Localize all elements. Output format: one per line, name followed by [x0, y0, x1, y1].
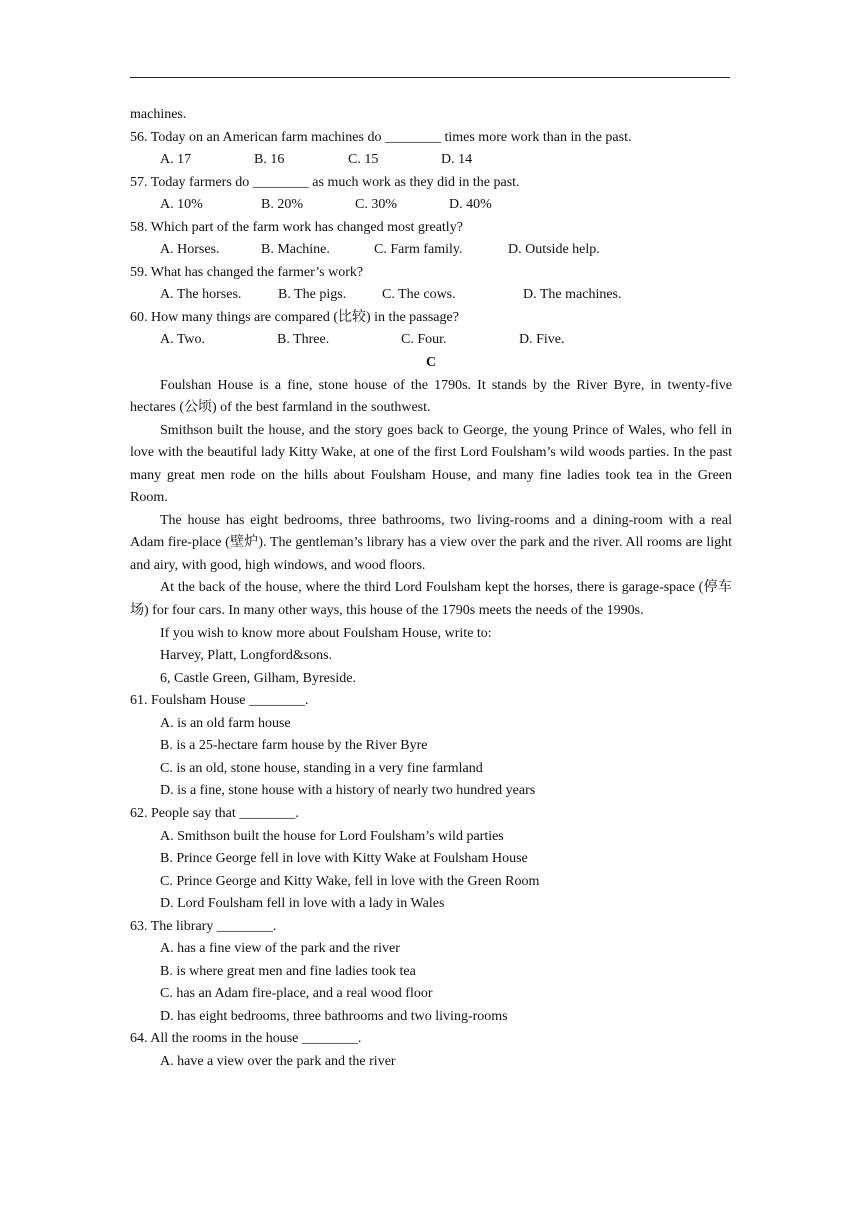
- option-c: C. Farm family.: [374, 242, 463, 258]
- question-59-stem: 59. What has changed the farmer’s work?: [130, 264, 364, 280]
- question-62-stem: 62. People say that ________.: [130, 805, 299, 821]
- question-62-option-a: A. Smithson built the house for Lord Foulsham’s wild parties: [160, 828, 504, 844]
- question-56-options: [130, 149, 732, 172]
- option-b: B. Three.: [277, 332, 330, 348]
- question-61-option-b: B. is a 25-hectare farm house by the River Byre: [160, 738, 428, 754]
- option-d: D. 40%: [449, 197, 492, 213]
- passage-paragraph-4: At the back of the house, where the third Lord Foulsham kept the horses, there is garage-space (停车场) for four cars. In many other ways, this house of the 1790s meets the needs of the 1990s.: [130, 580, 732, 619]
- option-a: A. 10%: [160, 197, 203, 213]
- question-61-option-c: C. is an old, stone house, standing in a very fine farmland: [160, 760, 483, 776]
- option-c: C. 15: [348, 152, 379, 168]
- option-b: B. The pigs.: [278, 287, 347, 303]
- option-c: C. The cows.: [382, 287, 456, 303]
- option-a: A. Horses.: [160, 242, 220, 258]
- question-64-option-a: A. have a view over the park and the river: [160, 1053, 396, 1069]
- document-body: [130, 104, 732, 1074]
- question-62-option-d: D. Lord Foulsham fell in love with a lady in Wales: [160, 896, 445, 912]
- question-56-stem: 56. Today on an American farm machines do ________ times more work than in the past.: [130, 129, 632, 145]
- section-heading: C: [425, 355, 437, 371]
- option-d: D. Five.: [519, 332, 565, 348]
- question-63-option-d: D. has eight bedrooms, three bathrooms and two living-rooms: [160, 1008, 508, 1024]
- option-d: D. The machines.: [523, 287, 622, 303]
- header-rule: [130, 77, 730, 78]
- address-line-1: Harvey, Platt, Longford&sons.: [160, 648, 333, 664]
- option-a: A. The horses.: [160, 287, 242, 303]
- option-b: B. Machine.: [261, 242, 330, 258]
- question-61-stem: 61. Foulsham House ________.: [130, 693, 309, 709]
- option-d: D. Outside help.: [508, 242, 600, 258]
- question-61-option-a: A. is an old farm house: [160, 715, 291, 731]
- passage-paragraph-3: The house has eight bedrooms, three bathrooms, two living-rooms and a dining-room with a real Adam fire-place (壁炉). The gentleman’s library has a view over the park and the river. All rooms are light and airy, with good, high windows, and wood floors.: [130, 512, 732, 573]
- question-60-stem: 60. How many things are compared (比较) in the passage?: [130, 309, 459, 325]
- question-57-options: [130, 194, 732, 217]
- question-62-option-b: B. Prince George fell in love with Kitty Wake at Foulsham House: [160, 851, 528, 867]
- question-60-options: [130, 329, 732, 352]
- address-line-2: 6, Castle Green, Gilham, Byreside.: [160, 670, 356, 686]
- question-58-options: [130, 239, 732, 262]
- question-59-options: [130, 284, 732, 307]
- top-fragment: machines.: [130, 107, 187, 122]
- option-a: A. 17: [160, 152, 192, 168]
- question-63-option-b: B. is where great men and fine ladies took tea: [160, 963, 416, 979]
- question-57-stem: 57. Today farmers do ________ as much work as they did in the past.: [130, 174, 520, 190]
- option-b: B. 16: [254, 152, 285, 168]
- passage-paragraph-1: Foulshan House is a fine, stone house of the 1790s. It stands by the River Byre, in twenty-five hectares (公顷) of the best farmland in the southwest.: [130, 377, 732, 416]
- passage-paragraph-5: If you wish to know more about Foulsham House, write to:: [160, 625, 492, 641]
- question-64-stem: 64. All the rooms in the house ________.: [130, 1031, 362, 1047]
- passage-paragraph-2: Smithson built the house, and the story goes back to George, the young Prince of Wales, who fell in love with the beautiful lady Kitty Wake, at one of the first Lord Foulsham’s wild woods parties. In the past many great men rode on the hills about Foulsham House, and many fine ladies took tea in the Green Room.: [130, 422, 732, 506]
- option-d: D. 14: [441, 152, 473, 168]
- question-63-option-a: A. has a fine view of the park and the river: [160, 941, 400, 957]
- question-61-option-d: D. is a fine, stone house with a history of nearly two hundred years: [160, 783, 536, 799]
- question-63-stem: 63. The library ________.: [130, 918, 277, 934]
- option-c: C. Four.: [401, 332, 447, 348]
- option-c: C. 30%: [355, 197, 397, 213]
- question-62-option-c: C. Prince George and Kitty Wake, fell in love with the Green Room: [160, 873, 540, 889]
- option-a: A. Two.: [160, 332, 206, 348]
- question-63-option-c: C. has an Adam fire-place, and a real wood floor: [160, 986, 433, 1002]
- option-b: B. 20%: [261, 197, 303, 213]
- question-58-stem: 58. Which part of the farm work has changed most greatly?: [130, 219, 463, 235]
